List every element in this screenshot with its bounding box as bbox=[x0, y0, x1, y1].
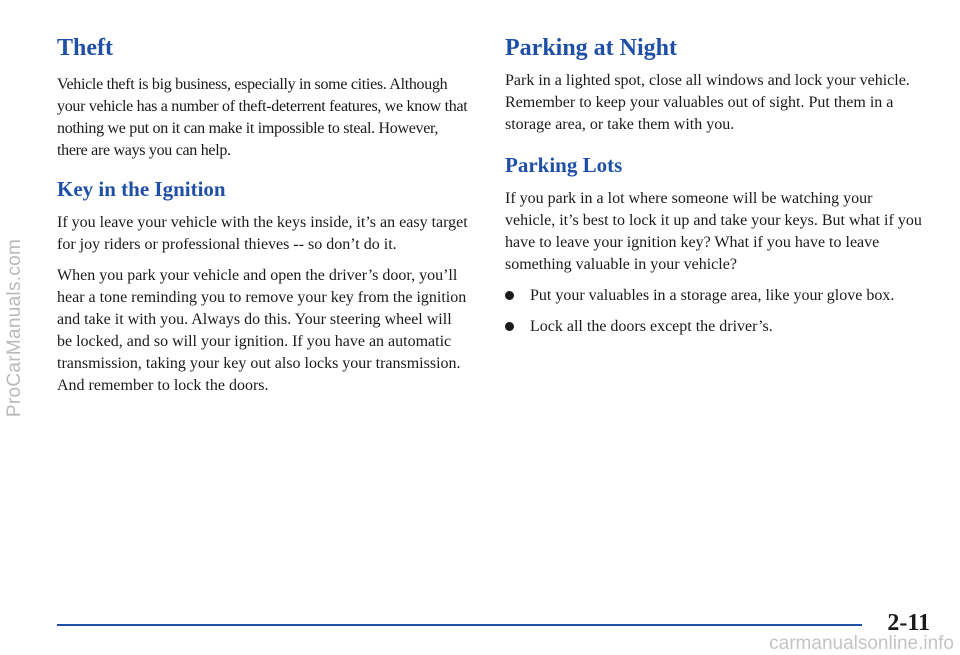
left-column bbox=[57, 0, 469, 397]
list-item bbox=[505, 316, 925, 338]
parking-at-night-paragraph: Park in a lighted spot, close all windows and lock your vehicle. Remember to keep your valuables out of sight. Put them in a storage area, or take them with you. bbox=[505, 72, 910, 133]
parking-tips-list bbox=[505, 285, 925, 338]
key-in-ignition-heading: Key in the Ignition bbox=[57, 177, 226, 201]
page-number: 2-11 bbox=[887, 610, 930, 636]
parking-lots-heading: Parking Lots bbox=[505, 153, 623, 177]
footer-watermark: carmanualsonline.info bbox=[769, 633, 954, 654]
side-watermark bbox=[2, 0, 28, 655]
bullet-icon bbox=[505, 291, 514, 300]
bullet-icon bbox=[505, 322, 514, 331]
list-item-text: Put your valuables in a storage area, like your glove box. bbox=[530, 287, 895, 304]
list-item bbox=[505, 285, 925, 307]
watermark-text: ProCarManuals.com bbox=[4, 238, 25, 417]
key-paragraph-2: When you park your vehicle and open the driver’s door, you’ll hear a tone reminding you to remove your key from the ignition and take it with you. Always do this. Your steering wheel will be locked, and so will your ignition. If you have an automatic transmission, taking your key out also locks your transmission. And remember to lock the doors. bbox=[57, 267, 467, 394]
theft-paragraph: Vehicle theft is big business, especially in some cities. Although your vehicle has a number of theft-deterrent features, we know that nothing we put on it can make it impossible to steal. However, there are ways you can help. bbox=[57, 76, 468, 159]
parking-lots-paragraph: If you park in a lot where someone will be watching your vehicle, it’s best to lock it up and take your keys. But what if you have to leave your ignition key? What if you have to leave something valuable in your vehicle? bbox=[505, 190, 922, 273]
right-column bbox=[505, 0, 925, 338]
theft-heading: Theft bbox=[57, 35, 113, 61]
list-item-text: Lock all the doors except the driver’s. bbox=[530, 318, 773, 335]
footer-rule bbox=[57, 624, 862, 626]
key-paragraph-1: If you leave your vehicle with the keys inside, it’s an easy target for joy riders or professional thieves -- so don’t do it. bbox=[57, 214, 468, 253]
parking-at-night-heading: Parking at Night bbox=[505, 35, 678, 61]
